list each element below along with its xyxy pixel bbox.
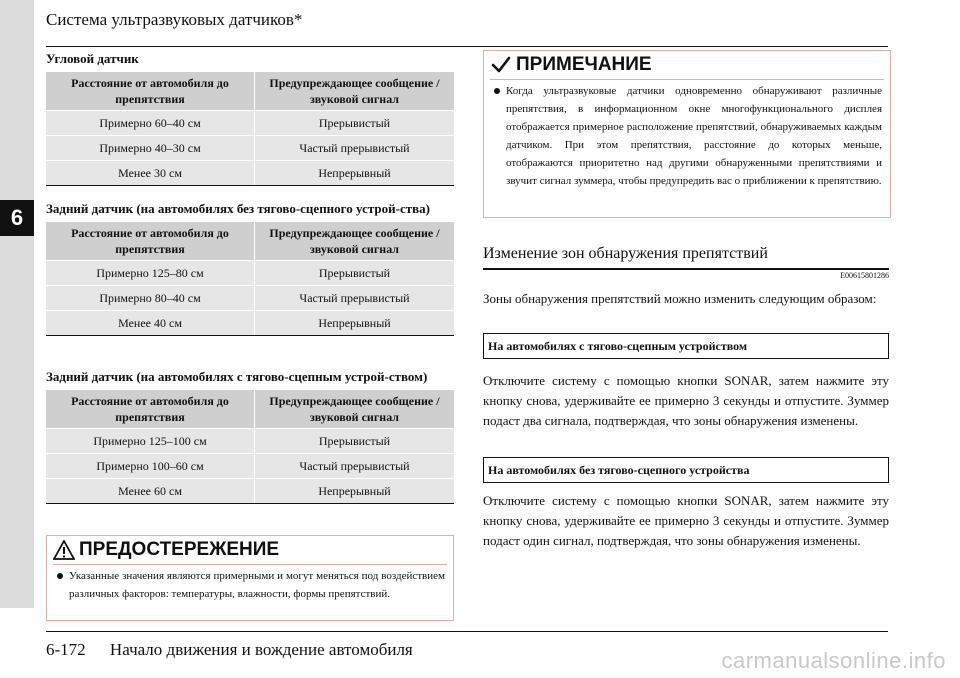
rear-sensor-with-hitch-section [46, 368, 454, 504]
distance-table [46, 72, 454, 186]
table-row [46, 111, 454, 136]
section-code: E00615801286 [840, 271, 889, 280]
note-text: Когда ультразвуковые датчики одновременно обнаруживают различные препятствия, в информационном окне многофункционального дисплея отображается примерное расположение препятствий, обнаруживаемых каждым датчиком. При этом препятствия, расстояние до которых меньше, отображаются приоритетно над другими обнаруженными препятствиями и звучит сигнал зуммера, чтобы предупредить вас о приближении к препятствию. [506, 85, 882, 187]
column-header: Предупреждающее сообщение / звуковой сигнал [255, 222, 455, 261]
table-cell: Непрерывный [255, 479, 455, 504]
table-row [46, 136, 454, 161]
column-header: Предупреждающее сообщение / звуковой сигнал [255, 72, 455, 111]
table-cell: Примерно 60–40 см [46, 111, 255, 136]
note-header [484, 51, 890, 79]
warning-box [46, 535, 454, 621]
table-cell: Примерно 125–80 см [46, 261, 255, 286]
column-header: Предупреждающее сообщение / звуковой сигнал [255, 390, 455, 429]
table-cell: Прерывистый [255, 261, 455, 286]
column-header: Расстояние от автомобиля до препятствия [46, 222, 255, 261]
page-number: 6-172 [46, 640, 86, 659]
warning-text: Указанные значения являются примерными и могут меняться под воздействием различных факторов: температуры, влажности, формы препятствий. [69, 570, 445, 600]
table-cell: Менее 40 см [46, 311, 255, 336]
table-cell: Непрерывный [255, 311, 455, 336]
table-row [46, 286, 454, 311]
table-cell: Менее 60 см [46, 479, 255, 504]
table-cell: Примерно 125–100 см [46, 429, 255, 454]
section-title-rule [483, 268, 889, 270]
table-cell: Частый прерывистый [255, 454, 455, 479]
warning-header [47, 536, 453, 564]
section-heading: Задний датчик (на автомобилях без тягово-сцепного устрой-ства) [46, 201, 430, 216]
section-heading: Угловой датчик [46, 51, 139, 66]
table-row [46, 161, 454, 186]
distance-table [46, 222, 454, 336]
table-cell: Примерно 40–30 см [46, 136, 255, 161]
note-body [484, 80, 890, 190]
chapter-sidebar [0, 0, 34, 608]
table-cell: Примерно 100–60 см [46, 454, 255, 479]
rear-sensor-no-hitch-section [46, 200, 454, 336]
note-title: ПРИМЕЧАНИЕ [516, 54, 652, 75]
bullet-icon [57, 573, 63, 579]
distance-table [46, 390, 454, 504]
table-row [46, 311, 454, 336]
header-rule [46, 46, 888, 47]
corner-sensor-section [46, 50, 454, 186]
column-header: Расстояние от автомобиля до препятствия [46, 72, 255, 111]
chapter-tab: 6 [0, 200, 34, 236]
table-cell: Прерывистый [255, 111, 455, 136]
table-cell: Частый прерывистый [255, 136, 455, 161]
table-row [46, 479, 454, 504]
footer-rule [46, 631, 888, 632]
table-cell: Непрерывный [255, 161, 455, 186]
subheading-with-hitch [483, 333, 889, 359]
section-heading: Задний датчик (на автомобилях с тягово-сцепным устрой-ством) [46, 369, 428, 384]
checkmark-icon [490, 55, 512, 75]
section-title: Изменение зон обнаружения препятствий [483, 245, 768, 262]
table-row [46, 261, 454, 286]
warning-body [47, 565, 453, 603]
instruction-paragraph: Отключите систему с помощью кнопки SONAR, затем нажмите эту кнопку снова, удерживайте ее примерно 3 секунды и отпустите. Зуммер подаст один сигнал, подтверждая, что зоны обнаружения изменены. [483, 493, 889, 548]
subheading-without-hitch [483, 457, 889, 483]
instruction-paragraph: Отключите систему с помощью кнопки SONAR, затем нажмите эту кнопку снова, удерживайте ее примерно 3 секунды и отпустите. Зуммер подаст два сигнала, подтверждая, что зоны обнаружения изменены. [483, 373, 889, 428]
table-row [46, 429, 454, 454]
table-cell: Прерывистый [255, 429, 455, 454]
note-box [483, 50, 891, 218]
table-cell: Частый прерывистый [255, 286, 455, 311]
column-header: Расстояние от автомобиля до препятствия [46, 390, 255, 429]
page-footer [46, 640, 413, 660]
table-row [46, 454, 454, 479]
intro-paragraph: Зоны обнаружения препятствий можно изменить следующим образом: [483, 291, 877, 306]
watermark: carmanualsonline.info [721, 648, 946, 673]
subheading-text: На автомобилях без тягово-сцепного устройства [488, 463, 750, 477]
chapter-title: Начало движения и вождение автомобиля [109, 640, 413, 659]
subheading-text: На автомобилях с тягово-сцепным устройством [488, 339, 748, 353]
warning-title: ПРЕДОСТЕРЕЖЕНИЕ [79, 539, 280, 560]
table-cell: Менее 30 см [46, 161, 255, 186]
table-cell: Примерно 80–40 см [46, 286, 255, 311]
bullet-icon [494, 88, 500, 94]
warning-triangle-icon [53, 540, 75, 560]
page-header-title: Система ультразвуковых датчиков* [46, 10, 303, 29]
